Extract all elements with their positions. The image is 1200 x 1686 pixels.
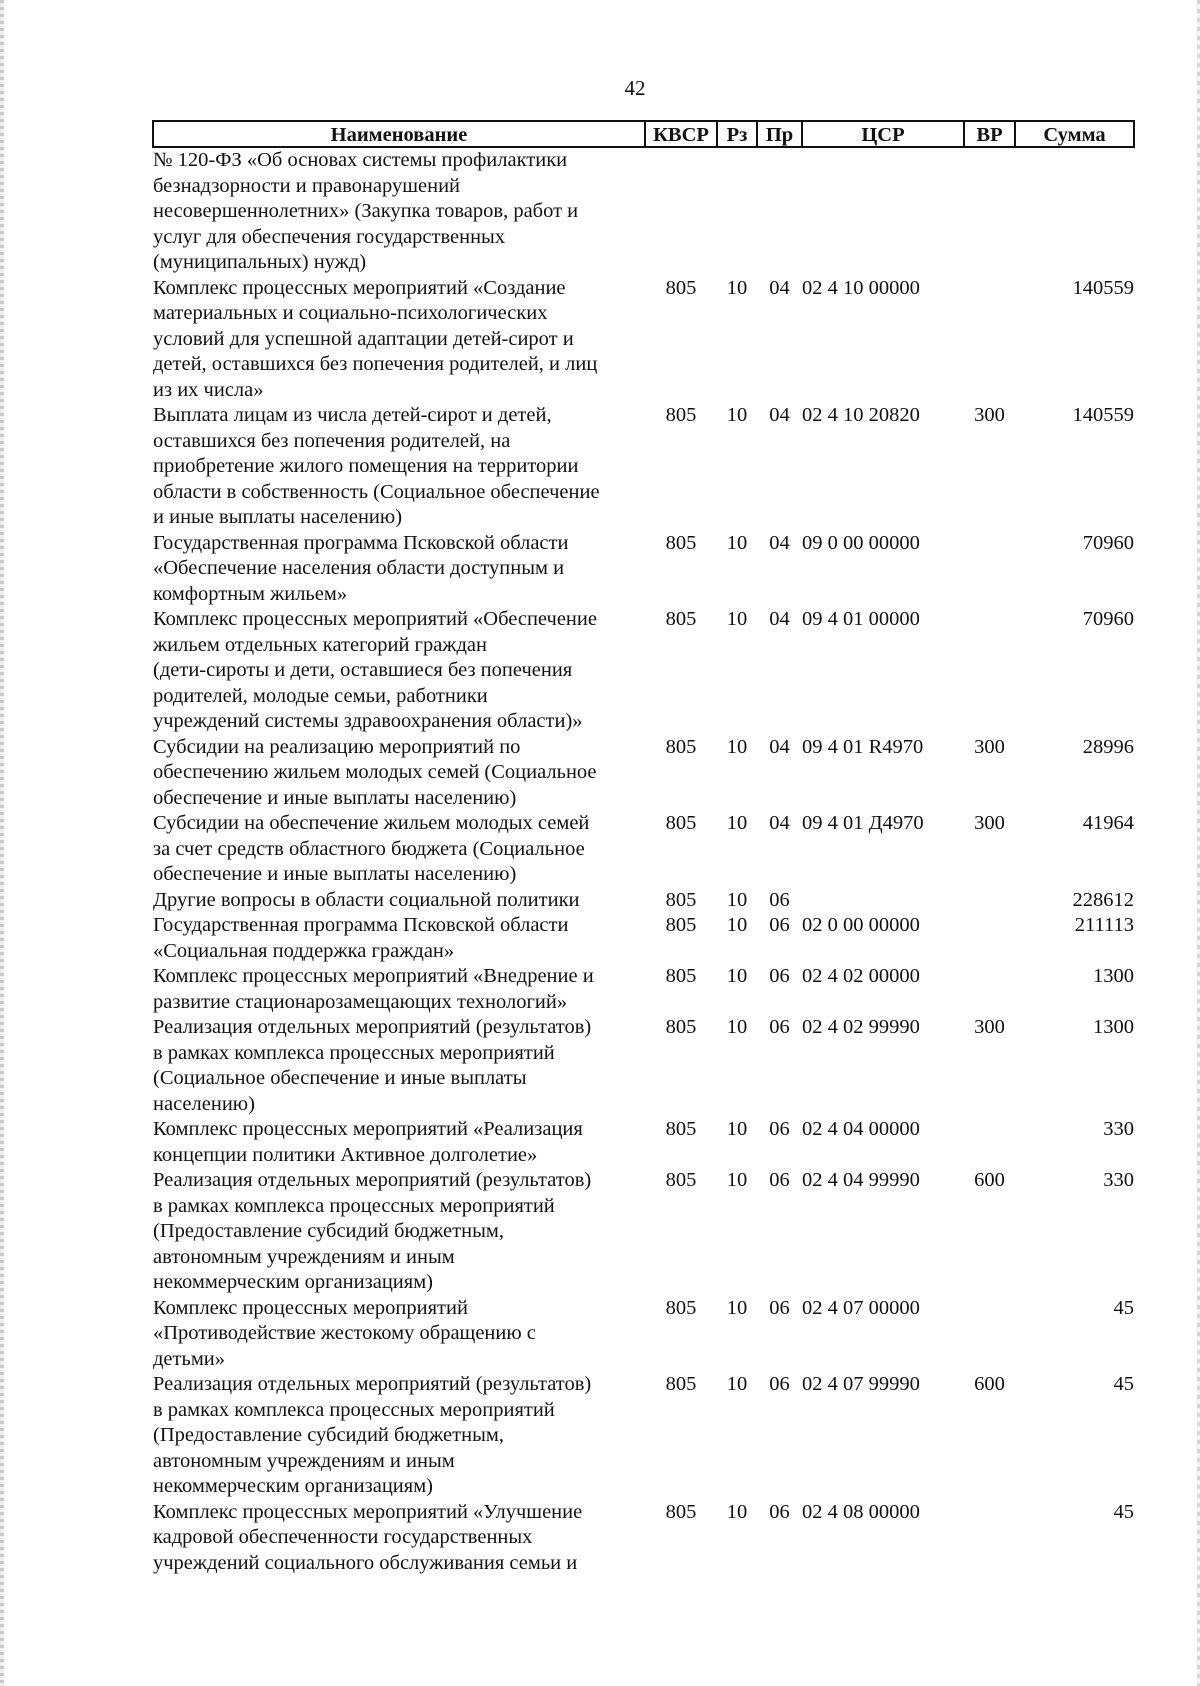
row-pr: 06 (769, 1373, 790, 1395)
row-name-line: Реализация отдельных мероприятий (результатов) (153, 1169, 592, 1191)
row-vr (964, 276, 1015, 404)
row-rz: 10 (726, 531, 748, 554)
table-header-row (153, 121, 1134, 147)
row-sum: 330 (1103, 1169, 1134, 1191)
row-sum: 70960 (1082, 608, 1134, 630)
row-name-line: кадровой обеспеченности государственных (153, 1526, 533, 1548)
table-row (153, 1296, 1134, 1373)
row-name-line: некоммерческим организациям) (153, 1475, 433, 1497)
row-rz (717, 147, 757, 276)
row-sum: 140559 (1072, 404, 1134, 426)
row-name-line: автономным учреждениям и иным (153, 1245, 455, 1268)
table-row (153, 1117, 1134, 1168)
row-sum: 140559 (1072, 276, 1134, 299)
row-name (153, 1296, 645, 1373)
row-name-line: услуг для обеспечения государственных (153, 225, 506, 248)
row-name (153, 1500, 645, 1577)
table-row (153, 147, 1134, 276)
row-csr: 02 4 08 00000 (802, 1500, 920, 1523)
row-rz: 10 (726, 404, 748, 426)
row-csr: 09 4 01 Д4970 (802, 812, 924, 834)
row-pr: 04 (769, 608, 790, 630)
row-sum: 28996 (1082, 735, 1134, 758)
table-row (153, 276, 1134, 404)
row-kvsr: 805 (665, 812, 697, 834)
row-rz: 10 (726, 1296, 748, 1319)
row-rz: 10 (726, 608, 748, 630)
row-name-line: из их числа» (153, 378, 264, 401)
row-name-line: в рамках комплекса процессных мероприятий (153, 1194, 555, 1217)
row-name (153, 735, 645, 812)
row-kvsr: 805 (665, 965, 697, 987)
row-name-line: Выплата лицам из числа детей-сирот и детей, (153, 404, 552, 426)
row-kvsr: 805 (665, 888, 697, 911)
row-name-line: (муниципальных) нужд) (153, 251, 367, 273)
row-name-line: некоммерческим организациям) (153, 1271, 433, 1293)
row-sum (1015, 147, 1134, 276)
row-csr (802, 888, 964, 914)
header-name: Наименование (153, 121, 645, 147)
row-vr: 600 (974, 1169, 1005, 1191)
row-name-line: (Предоставление субсидий бюджетным, (153, 1220, 504, 1242)
row-name (153, 147, 645, 276)
row-name-line: развитие стационарозамещающих технологий» (153, 990, 568, 1013)
row-pr (757, 147, 802, 276)
header-kvsr: КВСР (645, 121, 717, 147)
row-name-line: (Социальное обеспечение и иные выплаты (153, 1067, 527, 1089)
row-name-line: учреждений системы здравоохранения области)» (153, 710, 583, 732)
row-name-line: Комплекс процессных мероприятий «Внедрение и (153, 965, 594, 987)
row-vr: 300 (974, 404, 1005, 426)
row-pr: 04 (769, 531, 790, 554)
row-sum: 211113 (1074, 914, 1134, 936)
row-name-line: приобретение жилого помещения на территории (153, 455, 579, 477)
row-pr: 06 (769, 1118, 790, 1140)
table-row (153, 888, 1134, 914)
row-rz: 10 (726, 914, 748, 936)
row-name-line: № 120-ФЗ «Об основах системы профилактики (153, 149, 568, 171)
row-csr: 02 4 07 00000 (802, 1296, 920, 1319)
row-sum: 45 (1113, 1296, 1134, 1319)
row-name (153, 1117, 645, 1168)
row-vr (964, 147, 1015, 276)
row-vr (964, 888, 1015, 914)
table-row (153, 607, 1134, 735)
row-name-line: детьми» (153, 1347, 226, 1370)
row-rz: 10 (726, 888, 748, 911)
row-name-line: обеспечение и иные выплаты населению) (153, 863, 517, 885)
row-name (153, 888, 645, 914)
row-pr: 06 (769, 1169, 790, 1191)
row-name-line: Другие вопросы в области социальной политики (153, 888, 580, 911)
table-row (153, 1168, 1134, 1296)
row-csr (802, 147, 964, 276)
table-row (153, 735, 1134, 812)
row-sum: 45 (1113, 1373, 1134, 1395)
row-kvsr: 805 (665, 1169, 697, 1191)
row-name-line: автономным учреждениям и иным (153, 1449, 455, 1472)
row-name (153, 276, 645, 404)
row-rz: 10 (726, 1373, 748, 1395)
row-name-line: Субсидии на обеспечение жильем молодых семей (153, 812, 590, 834)
row-name-line: Комплекс процессных мероприятий (153, 1296, 468, 1319)
row-name-line: Реализация отдельных мероприятий (результатов) (153, 1373, 592, 1395)
row-name-line: Государственная программа Псковской области (153, 914, 569, 936)
row-name (153, 913, 645, 964)
row-name-line: Субсидии на реализацию мероприятий по (153, 735, 521, 758)
table-row (153, 531, 1134, 608)
row-name-line: населению) (153, 1092, 255, 1115)
row-name-line: за счет средств областного бюджета (Социальное (153, 837, 585, 860)
row-csr: 02 4 07 99990 (802, 1373, 920, 1395)
row-name-line: Комплекс процессных мероприятий «Реализация (153, 1118, 583, 1140)
row-sum: 1300 (1093, 1016, 1134, 1038)
header-sum: Сумма (1015, 121, 1134, 147)
row-rz: 10 (726, 812, 748, 834)
table-row (153, 1015, 1134, 1117)
row-kvsr (645, 147, 717, 276)
row-pr: 06 (769, 888, 790, 911)
row-csr: 09 4 01 R4970 (802, 735, 924, 758)
row-pr: 04 (769, 812, 790, 834)
row-name-line: Реализация отдельных мероприятий (результатов) (153, 1016, 592, 1038)
row-name-line: концепции политики Активное долголетие» (153, 1143, 538, 1166)
row-vr: 300 (974, 1016, 1005, 1038)
row-vr (964, 913, 1015, 964)
row-pr: 06 (769, 965, 790, 987)
row-csr: 02 4 02 00000 (802, 965, 920, 987)
row-kvsr: 805 (665, 914, 697, 936)
table-body (153, 147, 1134, 1576)
row-name (153, 811, 645, 888)
row-name (153, 607, 645, 735)
row-csr: 02 4 10 00000 (802, 276, 920, 299)
row-name (153, 1015, 645, 1117)
row-name-line: детей, оставшихся без попечения родителей, и лиц (153, 353, 598, 375)
row-kvsr: 805 (665, 1500, 697, 1523)
row-kvsr: 805 (665, 1118, 697, 1140)
row-name-line: обеспечение и иные выплаты населению) (153, 786, 517, 809)
row-csr: 02 4 04 00000 (802, 1118, 920, 1140)
row-csr: 09 4 01 00000 (802, 608, 920, 630)
row-sum: 1300 (1093, 965, 1134, 987)
row-vr: 600 (974, 1373, 1005, 1395)
row-name (153, 1372, 645, 1500)
row-vr: 300 (974, 735, 1005, 758)
row-kvsr: 805 (665, 608, 697, 630)
row-kvsr: 805 (665, 1016, 697, 1038)
row-vr (964, 607, 1015, 735)
row-name-line: жильем отдельных категорий граждан (153, 633, 487, 656)
row-pr: 06 (769, 1016, 790, 1038)
row-name-line: Государственная программа Псковской области (153, 531, 569, 554)
table-row (153, 964, 1134, 1015)
row-name-line: и иные выплаты населению) (153, 506, 403, 528)
row-name (153, 964, 645, 1015)
row-pr: 04 (769, 735, 790, 758)
table-row (153, 913, 1134, 964)
table-row (153, 403, 1134, 531)
row-name-line: «Социальная поддержка граждан» (153, 939, 455, 962)
row-name-line: области в собственность (Социальное обеспечение (153, 480, 600, 503)
row-name-line: Комплекс процессных мероприятий «Создание (153, 276, 566, 299)
row-rz: 10 (726, 1169, 748, 1191)
row-name-line: безнадзорности и правонарушений (153, 174, 461, 197)
row-csr: 02 4 02 99990 (802, 1016, 920, 1038)
row-kvsr: 805 (665, 404, 697, 426)
budget-table (152, 120, 1135, 1576)
header-rz: Рз (717, 121, 757, 147)
row-vr (964, 1500, 1015, 1577)
row-vr: 300 (974, 812, 1005, 834)
row-rz: 10 (726, 276, 748, 299)
row-name-line: комфортным жильем» (153, 582, 348, 605)
row-sum: 70960 (1082, 531, 1134, 554)
row-kvsr: 805 (665, 1296, 697, 1319)
row-name-line: «Противодействие жестокому обращению с (153, 1322, 536, 1344)
row-name-line: условий для успешной адаптации детей-сирот и (153, 327, 574, 350)
page-number: 42 (624, 76, 646, 100)
row-name-line: «Обеспечение населения области доступным и (153, 557, 565, 579)
row-sum: 330 (1103, 1118, 1134, 1140)
table-row (153, 1372, 1134, 1500)
row-name (153, 1168, 645, 1296)
row-name-line: учреждений социального обслуживания семьи и (153, 1551, 578, 1574)
header-pr: Пр (757, 121, 802, 147)
row-sum: 228612 (1072, 888, 1134, 911)
row-kvsr: 805 (665, 531, 697, 554)
row-kvsr: 805 (665, 1373, 697, 1395)
row-name-line: родителей, молодые семьи, работники (153, 684, 488, 707)
row-rz: 10 (726, 965, 748, 987)
row-sum: 45 (1113, 1500, 1134, 1523)
row-name-line: в рамках комплекса процессных мероприятий (153, 1398, 555, 1421)
row-vr (964, 1296, 1015, 1373)
row-rz: 10 (726, 735, 748, 758)
row-name-line: несовершеннолетних» (Закупка товаров, работ и (153, 200, 579, 222)
row-csr: 02 4 10 20820 (802, 404, 920, 426)
row-name-line: материальных и социально-психологических (153, 302, 548, 324)
row-name-line: Комплекс процессных мероприятий «Обеспечение (153, 608, 597, 630)
row-pr: 04 (769, 276, 790, 299)
row-rz: 10 (726, 1500, 748, 1523)
scan-edge-left (0, 0, 4, 1686)
row-name-line: (дети-сироты и дети, оставшиеся без попечения (153, 659, 573, 681)
table-row (153, 1500, 1134, 1577)
row-vr (964, 531, 1015, 608)
row-rz: 10 (726, 1016, 748, 1038)
header-csr: ЦСР (802, 121, 964, 147)
row-name-line: (Предоставление субсидий бюджетным, (153, 1424, 504, 1446)
row-pr: 04 (769, 404, 790, 426)
row-vr (964, 1117, 1015, 1168)
row-csr: 02 4 04 99990 (802, 1169, 920, 1191)
row-kvsr: 805 (665, 735, 697, 758)
row-pr: 06 (769, 1500, 790, 1523)
row-name-line: Комплекс процессных мероприятий «Улучшение (153, 1500, 583, 1523)
row-sum: 41964 (1082, 812, 1134, 834)
row-kvsr: 805 (665, 276, 697, 299)
row-vr (964, 964, 1015, 1015)
header-vr: ВР (964, 121, 1015, 147)
row-csr: 02 0 00 00000 (802, 914, 920, 936)
row-rz: 10 (726, 1118, 748, 1140)
row-name (153, 531, 645, 608)
row-name-line: в рамках комплекса процессных мероприятий (153, 1041, 555, 1064)
row-pr: 06 (769, 914, 790, 936)
row-name (153, 403, 645, 531)
row-name-line: обеспечению жильем молодых семей (Социальное (153, 761, 597, 783)
table-row (153, 811, 1134, 888)
row-pr: 06 (769, 1296, 790, 1319)
row-csr: 09 0 00 00000 (802, 531, 920, 554)
row-name-line: оставшихся без попечения родителей, на (153, 429, 511, 452)
